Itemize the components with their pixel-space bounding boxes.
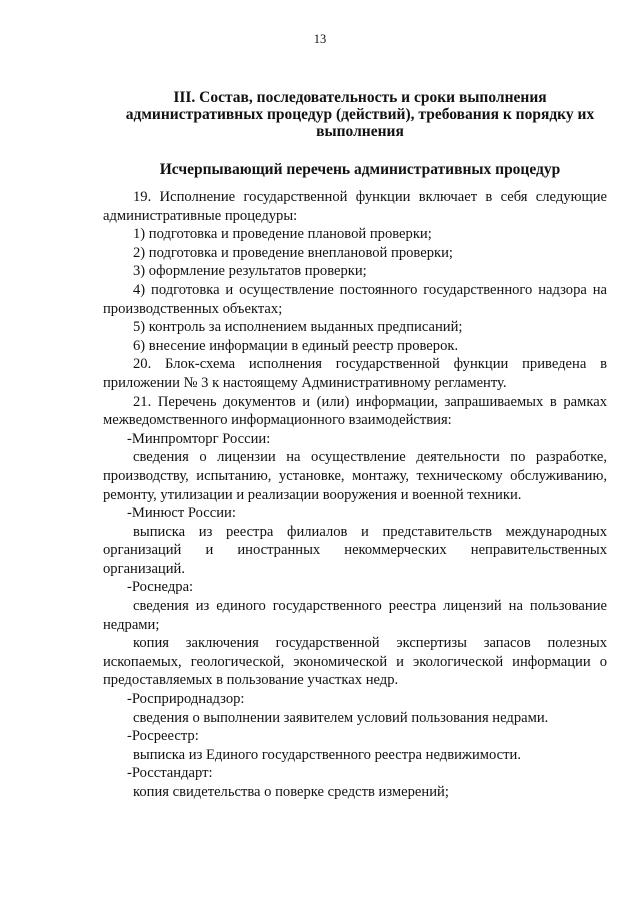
org-minjust: -Минюст России: xyxy=(127,505,236,522)
subsection-title: Исчерпывающий перечень административных процедур xyxy=(159,161,561,178)
info-minjust: выписка из реестра филиалов и представительств международных организаций и иностранных некоммерческих неправительственных организаций. xyxy=(103,523,607,577)
info-rosnedra-2: копия заключения государственной экспертизы запасов полезных ископаемых, геологической, экономической и экологической информации о предоставляемых в пользование участках недр. xyxy=(103,635,607,689)
info-rosprirodnadzor: сведения о выполнении заявителем условий пользования недрами. xyxy=(133,709,549,726)
section-title xyxy=(100,89,620,140)
org-rosnedra: -Роснедра: xyxy=(127,579,194,596)
info-rosreestr: выписка из Единого государственного реестра недвижимости. xyxy=(133,746,521,763)
document-body xyxy=(103,188,607,802)
list-item-2: 2) подготовка и проведение внеплановой проверки; xyxy=(133,244,453,261)
info-rosstandart: копия свидетельства о поверке средств измерений; xyxy=(133,784,449,800)
list-item-1: 1) подготовка и проведение плановой проверки; xyxy=(133,226,432,243)
org-rosreestr: -Росреестр: xyxy=(127,728,199,745)
org-rosprirodnadzor: -Росприроднадзор: xyxy=(127,691,245,708)
section-title-line-1: III. Состав, последовательность и сроки выполнения xyxy=(173,89,547,106)
org-minpromtorg: -Минпромторг России: xyxy=(127,430,271,447)
list-item-4: 4) подготовка и осуществление постоянного государственного надзора на производственных объектах; xyxy=(103,281,607,317)
page-number: 13 xyxy=(313,32,327,46)
paragraph-19: 19. Исполнение государственной функции включает в себя следующие административные процедуры: xyxy=(103,189,607,224)
info-rosnedra-1: сведения из единого государственного реестра лицензий на пользование недрами; xyxy=(103,598,607,633)
list-item-6: 6) внесение информации в единый реестр проверок. xyxy=(133,337,459,354)
paragraph-20: 20. Блок-схема исполнения государственной функции приведена в приложении № 3 к настоящему Административному регламенту. xyxy=(103,356,607,391)
list-item-3: 3) оформление результатов проверки; xyxy=(133,263,367,280)
list-item-5: 5) контроль за исполнением выданных предписаний; xyxy=(133,319,463,336)
org-rosstandart: -Росстандарт: xyxy=(127,765,213,782)
paragraph-21: 21. Перечень документов и (или) информации, запрашиваемых в рамках межведомственного информационного взаимодействия: xyxy=(103,393,607,429)
section-title-line-3: выполнения xyxy=(316,123,404,140)
section-title-line-2: административных процедур (действий), требования к порядку их xyxy=(125,106,595,123)
info-minpromtorg: сведения о лицензии на осуществление деятельности по разработке, производству, испытанию, установке, монтажу, техническому обслуживанию, ремонту, утилизации и реализации вооружения и военной техники. xyxy=(103,449,607,503)
